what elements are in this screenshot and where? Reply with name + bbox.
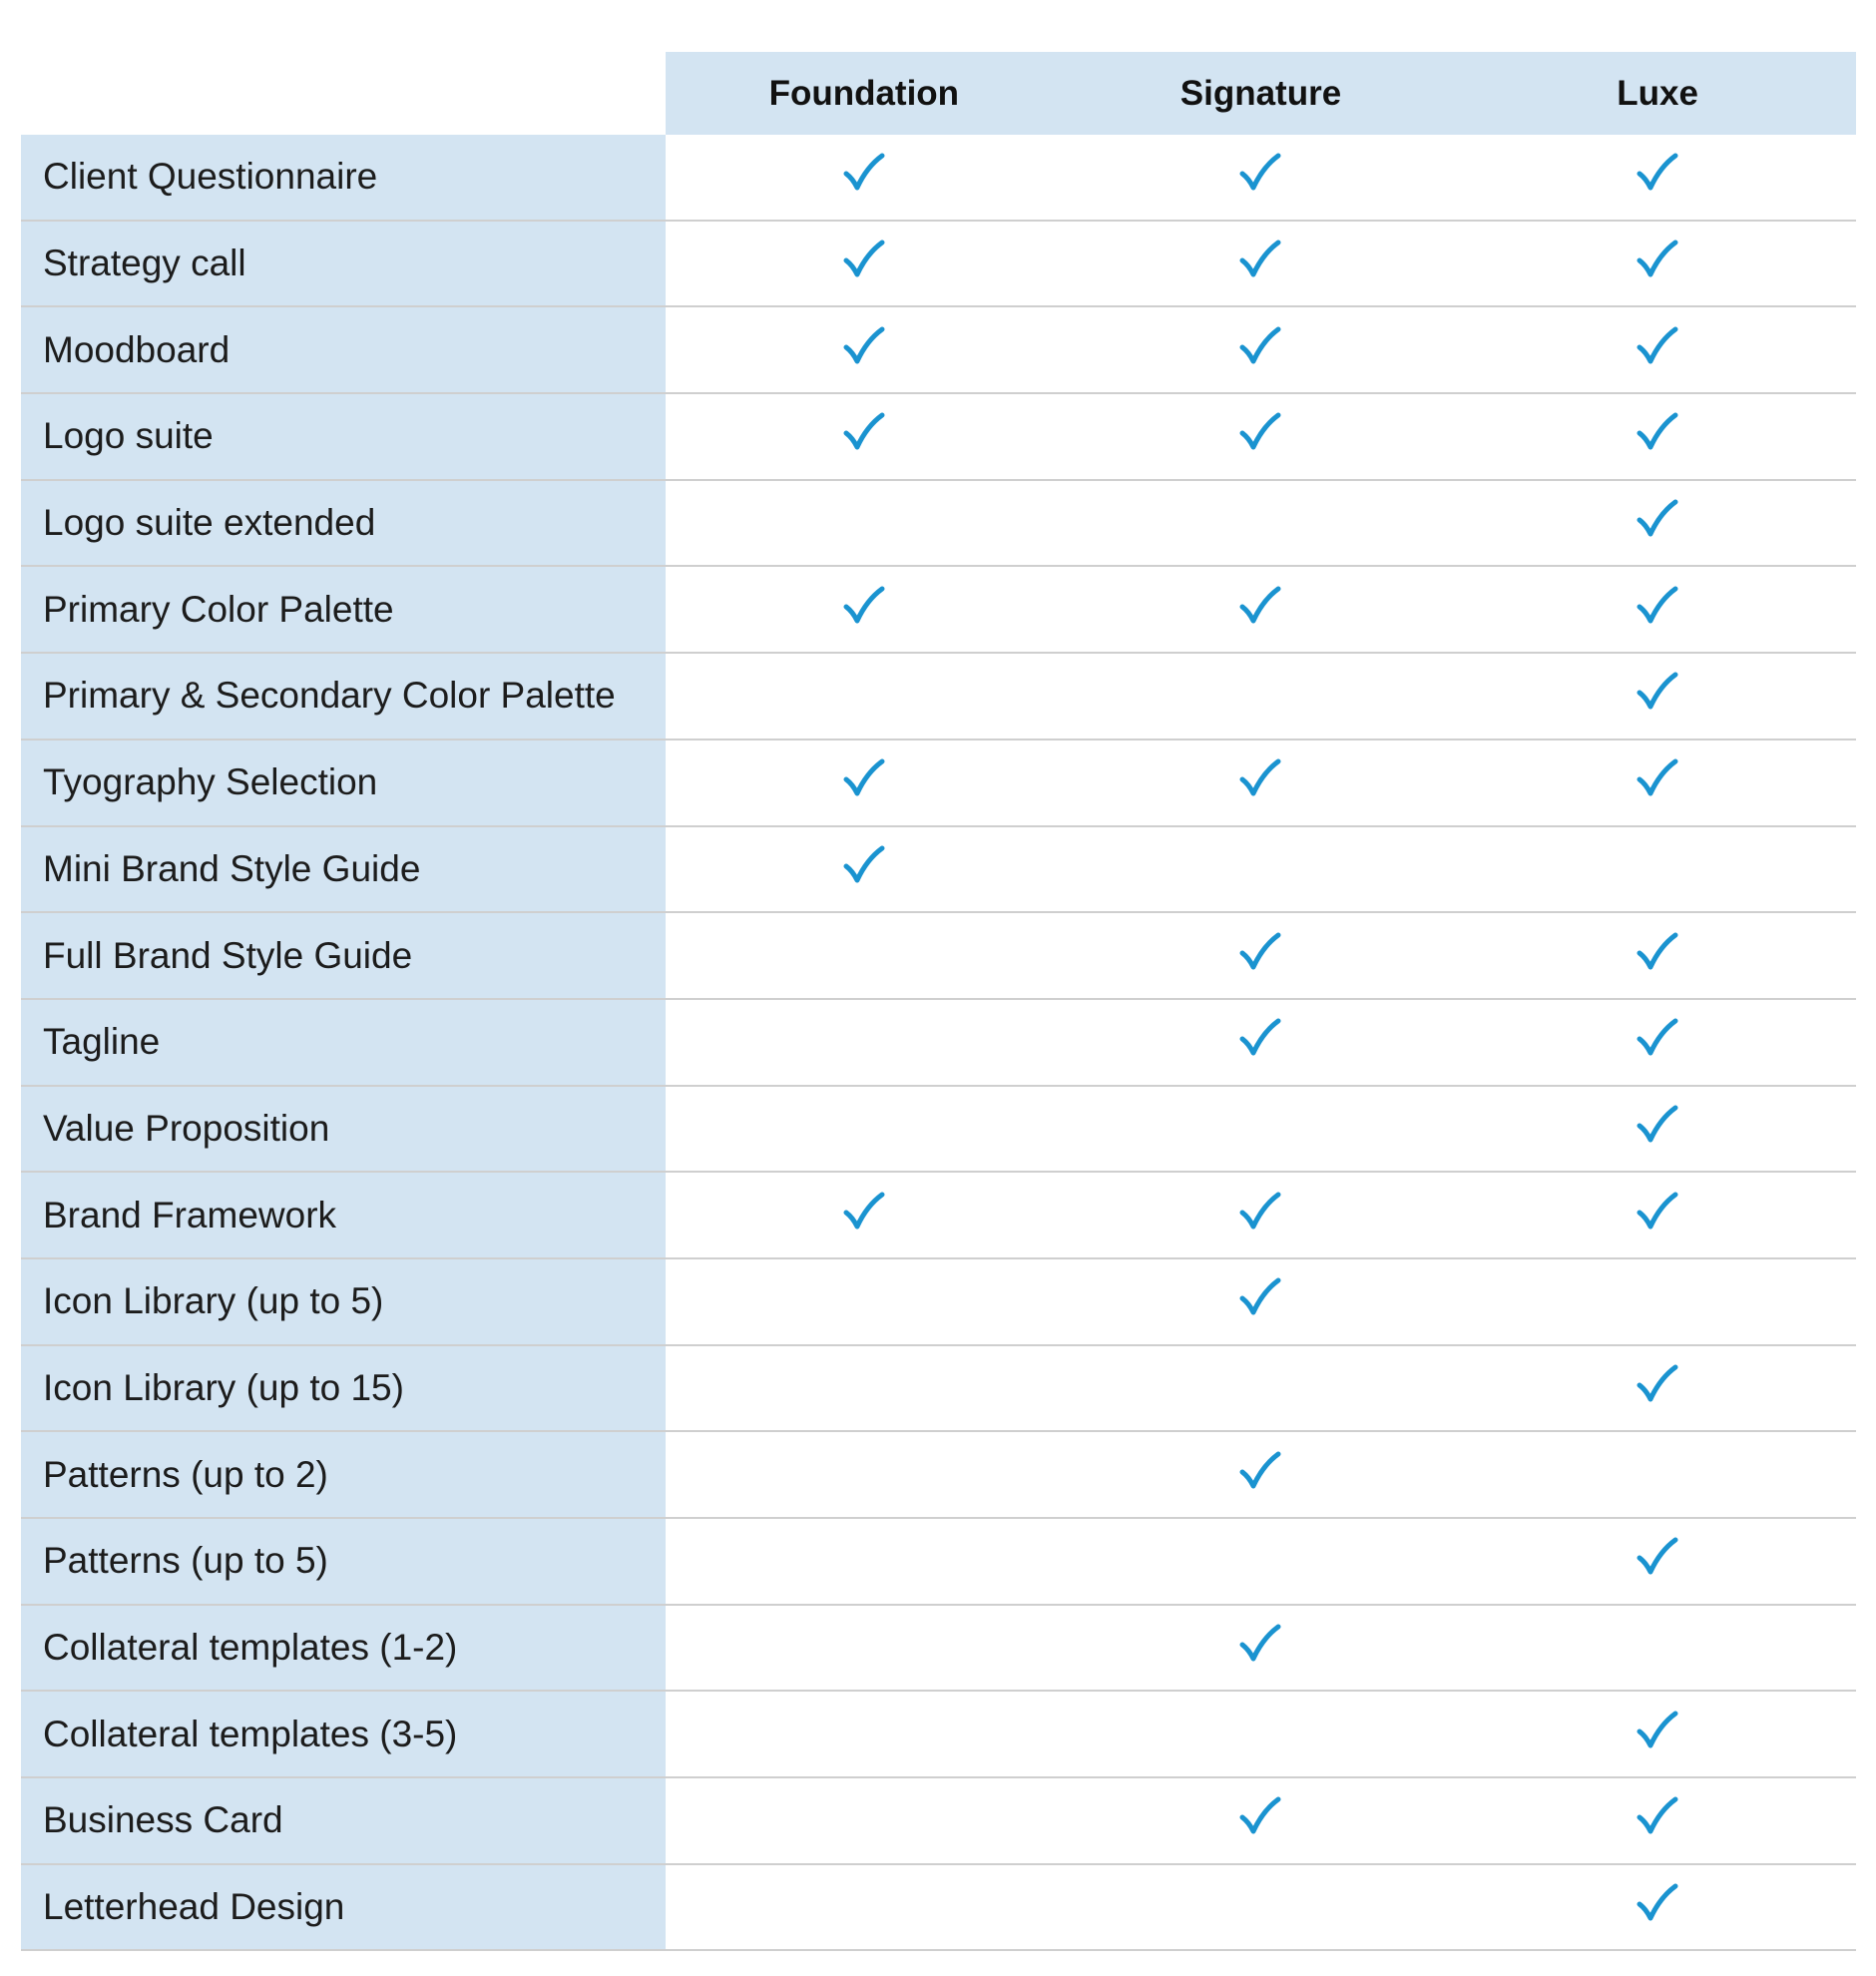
table-row <box>21 1865 1856 1952</box>
cell-foundation <box>666 1000 1063 1085</box>
row-label: Collateral templates (3-5) <box>21 1692 666 1776</box>
cell-signature <box>1063 307 1460 392</box>
table-row <box>21 567 1856 654</box>
cell-luxe <box>1459 1259 1856 1344</box>
cell-signature <box>1063 481 1460 566</box>
table-row <box>21 827 1856 914</box>
cell-foundation <box>666 135 1063 220</box>
check-icon <box>1637 153 1678 193</box>
cell-foundation <box>666 481 1063 566</box>
cell-foundation <box>666 1259 1063 1344</box>
cell-luxe <box>1459 1173 1856 1257</box>
check-icon <box>1637 586 1678 626</box>
cell-foundation <box>666 394 1063 479</box>
table-row <box>21 1000 1856 1087</box>
check-icon <box>1637 1883 1678 1923</box>
check-icon <box>1637 932 1678 972</box>
check-icon <box>1637 672 1678 712</box>
cell-foundation <box>666 1173 1063 1257</box>
check-icon <box>1637 1537 1678 1577</box>
cell-luxe <box>1459 741 1856 825</box>
check-icon <box>1637 1192 1678 1232</box>
row-label: Brand Framework <box>21 1173 666 1257</box>
cell-foundation <box>666 1519 1063 1604</box>
row-label: Client Questionnaire <box>21 135 666 220</box>
cell-signature <box>1063 222 1460 306</box>
cell-foundation <box>666 654 1063 739</box>
cell-foundation <box>666 1778 1063 1863</box>
check-icon <box>1637 240 1678 279</box>
check-icon <box>1239 1018 1281 1058</box>
cell-signature <box>1063 567 1460 652</box>
check-icon <box>843 326 885 366</box>
check-icon <box>1637 1364 1678 1404</box>
table-row <box>21 741 1856 827</box>
cell-signature <box>1063 827 1460 912</box>
row-label: Moodboard <box>21 307 666 392</box>
check-icon <box>843 586 885 626</box>
cell-luxe <box>1459 135 1856 220</box>
check-icon <box>843 412 885 452</box>
row-label: Tagline <box>21 1000 666 1085</box>
table-row <box>21 1606 1856 1693</box>
row-label: Letterhead Design <box>21 1865 666 1950</box>
table-row <box>21 222 1856 308</box>
row-label: Strategy call <box>21 222 666 306</box>
cell-luxe <box>1459 1606 1856 1691</box>
column-header-signature: Signature <box>1179 73 1342 113</box>
check-icon <box>843 240 885 279</box>
row-label: Tyography Selection <box>21 741 666 825</box>
table-row <box>21 135 1856 222</box>
table-row <box>21 307 1856 394</box>
table-header <box>21 52 1856 135</box>
row-label: Full Brand Style Guide <box>21 913 666 998</box>
table-row <box>21 1519 1856 1606</box>
table-row <box>21 1778 1856 1865</box>
row-label: Logo suite <box>21 394 666 479</box>
row-label: Logo suite extended <box>21 481 666 566</box>
check-icon <box>843 845 885 885</box>
row-label: Primary Color Palette <box>21 567 666 652</box>
cell-luxe <box>1459 1000 1856 1085</box>
cell-signature <box>1063 1087 1460 1172</box>
cell-signature <box>1063 1778 1460 1863</box>
cell-luxe <box>1459 1087 1856 1172</box>
table-body <box>21 135 1856 1951</box>
check-icon <box>1637 499 1678 539</box>
check-icon <box>1239 326 1281 366</box>
row-label: Collateral templates (1-2) <box>21 1606 666 1691</box>
check-icon <box>843 153 885 193</box>
check-icon <box>1239 1796 1281 1836</box>
check-icon <box>843 1192 885 1232</box>
cell-luxe <box>1459 1778 1856 1863</box>
cell-luxe <box>1459 394 1856 479</box>
check-icon <box>1239 240 1281 279</box>
cell-luxe <box>1459 1865 1856 1950</box>
table-row <box>21 1259 1856 1346</box>
check-icon <box>1239 758 1281 798</box>
cell-luxe <box>1459 222 1856 306</box>
cell-luxe <box>1459 481 1856 566</box>
table-row <box>21 1346 1856 1433</box>
table-row <box>21 1692 1856 1778</box>
check-icon <box>1239 153 1281 193</box>
cell-signature <box>1063 1865 1460 1950</box>
cell-foundation <box>666 567 1063 652</box>
cell-luxe <box>1459 913 1856 998</box>
cell-luxe <box>1459 827 1856 912</box>
table-row <box>21 1432 1856 1519</box>
table-row <box>21 1087 1856 1174</box>
row-label: Patterns (up to 2) <box>21 1432 666 1517</box>
cell-signature <box>1063 1346 1460 1431</box>
cell-luxe <box>1459 1432 1856 1517</box>
row-label: Patterns (up to 5) <box>21 1519 666 1604</box>
table-row <box>21 913 1856 1000</box>
check-icon <box>1637 326 1678 366</box>
check-icon <box>1239 1624 1281 1664</box>
cell-signature <box>1063 1173 1460 1257</box>
row-label: Icon Library (up to 5) <box>21 1259 666 1344</box>
column-header-luxe: Luxe <box>1617 73 1698 113</box>
column-header-foundation: Foundation <box>768 73 960 113</box>
cell-foundation <box>666 1432 1063 1517</box>
cell-luxe <box>1459 654 1856 739</box>
cell-luxe <box>1459 307 1856 392</box>
cell-signature <box>1063 1000 1460 1085</box>
cell-signature <box>1063 1692 1460 1776</box>
cell-foundation <box>666 827 1063 912</box>
cell-luxe <box>1459 1692 1856 1776</box>
cell-foundation <box>666 222 1063 306</box>
check-icon <box>1239 1277 1281 1317</box>
cell-signature <box>1063 1606 1460 1691</box>
cell-signature <box>1063 1432 1460 1517</box>
cell-luxe <box>1459 1519 1856 1604</box>
cell-signature <box>1063 913 1460 998</box>
cell-signature <box>1063 1519 1460 1604</box>
cell-signature <box>1063 654 1460 739</box>
header-cells <box>666 52 1856 135</box>
check-icon <box>843 758 885 798</box>
check-icon <box>1239 932 1281 972</box>
cell-foundation <box>666 913 1063 998</box>
cell-luxe <box>1459 1346 1856 1431</box>
cell-signature <box>1063 1259 1460 1344</box>
cell-signature <box>1063 135 1460 220</box>
cell-foundation <box>666 1606 1063 1691</box>
check-icon <box>1637 412 1678 452</box>
check-icon <box>1239 586 1281 626</box>
check-icon <box>1637 1796 1678 1836</box>
header-corner <box>21 52 666 135</box>
table-row <box>21 394 1856 481</box>
row-label: Business Card <box>21 1778 666 1863</box>
check-icon <box>1637 1711 1678 1750</box>
row-label: Value Proposition <box>21 1087 666 1172</box>
table-row <box>21 1173 1856 1259</box>
table-row <box>21 481 1856 568</box>
row-label: Mini Brand Style Guide <box>21 827 666 912</box>
cell-foundation <box>666 1692 1063 1776</box>
cell-foundation <box>666 307 1063 392</box>
cell-foundation <box>666 1087 1063 1172</box>
cell-luxe <box>1459 567 1856 652</box>
cell-foundation <box>666 1865 1063 1950</box>
cell-signature <box>1063 394 1460 479</box>
check-icon <box>1637 1105 1678 1145</box>
check-icon <box>1239 412 1281 452</box>
check-icon <box>1239 1192 1281 1232</box>
row-label: Primary & Secondary Color Palette <box>21 654 666 739</box>
check-icon <box>1239 1451 1281 1491</box>
check-icon <box>1637 1018 1678 1058</box>
row-label: Icon Library (up to 15) <box>21 1346 666 1431</box>
check-icon <box>1637 758 1678 798</box>
feature-comparison-table <box>21 52 1856 1951</box>
cell-foundation <box>666 741 1063 825</box>
table-row <box>21 654 1856 741</box>
cell-foundation <box>666 1346 1063 1431</box>
cell-signature <box>1063 741 1460 825</box>
